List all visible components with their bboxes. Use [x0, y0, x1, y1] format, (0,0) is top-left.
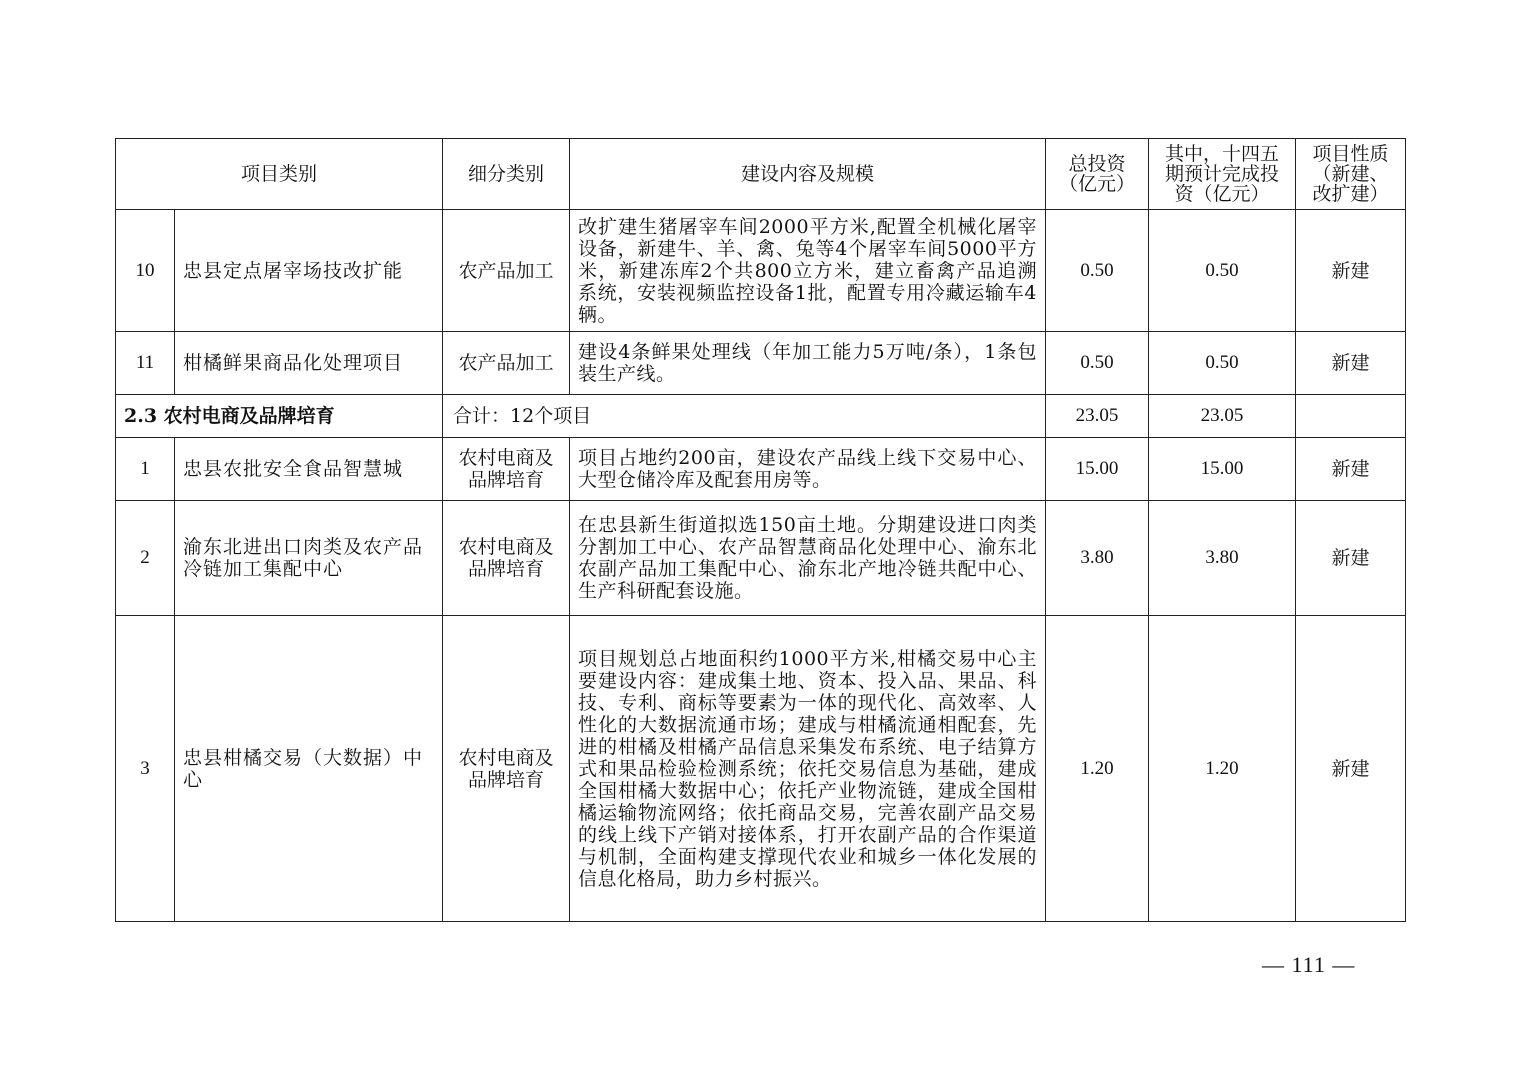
table-row: [116, 438, 1406, 501]
header-fyp-investment: 其中，十四五期预计完成投资（亿元）: [1149, 139, 1296, 210]
project-name: 忠县农批安全食品智慧城: [175, 438, 443, 501]
fyp-investment: 1.20: [1149, 616, 1296, 922]
table-row: [116, 501, 1406, 616]
project-name: 渝东北进出口肉类及农产品冷链加工集配中心: [175, 501, 443, 616]
header-nature: 项目性质（新建、改扩建）: [1296, 139, 1406, 210]
fyp-investment: 3.80: [1149, 501, 1296, 616]
project-content: 建设4条鲜果处理线（年加工能力5万吨/条），1条包装生产线。: [570, 332, 1046, 395]
fyp-investment: 0.50: [1149, 332, 1296, 395]
project-name: 柑橘鲜果商品化处理项目: [175, 332, 443, 395]
row-number: 3: [116, 616, 175, 922]
project-subcategory: 农产品加工: [443, 332, 570, 395]
header-row: [116, 139, 1406, 210]
project-name: 忠县定点屠宰场技改扩能: [175, 210, 443, 332]
total-investment: 3.80: [1046, 501, 1149, 616]
row-number: 10: [116, 210, 175, 332]
row-number: 1: [116, 438, 175, 501]
project-nature: 新建: [1296, 210, 1406, 332]
section-row: [116, 395, 1406, 438]
project-nature: 新建: [1296, 438, 1406, 501]
project-content: 在忠县新生街道拟选150亩土地。分期建设进口肉类分割加工中心、农产品智慧商品化处理中心、渝东北农副产品加工集配中心、渝东北产地冷链共配中心、生产科研配套设施。: [570, 501, 1046, 616]
section-total-investment: 23.05: [1046, 395, 1149, 438]
project-subcategory: 农村电商及品牌培育: [443, 616, 570, 922]
total-investment: 1.20: [1046, 616, 1149, 922]
section-summary: 合计：12个项目: [443, 395, 1046, 438]
project-subcategory: 农村电商及品牌培育: [443, 438, 570, 501]
row-number: 11: [116, 332, 175, 395]
header-content: 建设内容及规模: [570, 139, 1046, 210]
project-table: [115, 138, 1406, 922]
total-investment: 0.50: [1046, 332, 1149, 395]
page-number: — 111 —: [1262, 952, 1356, 977]
project-content: 项目占地约200亩，建设农产品线上线下交易中心、大型仓储冷库及配套用房等。: [570, 438, 1046, 501]
header-total-investment: 总投资（亿元）: [1046, 139, 1149, 210]
project-nature: 新建: [1296, 332, 1406, 395]
total-investment: 15.00: [1046, 438, 1149, 501]
header-subcategory: 细分类别: [443, 139, 570, 210]
project-content: 项目规划总占地面积约1000平方米,柑橘交易中心主要建设内容：建成集土地、资本、投入品、果品、科技、专利、商标等要素为一体的现代化、高效率、人性化的大数据流通市场；建成与柑橘流通相配套，先进的柑橘及柑橘产品信息采集发布系统、电子结算方式和果品检验检测系统；依托交易信息为基础，建成全国柑橘大数据中心；依托产业物流链，建成全国柑橘运输物流网络；依托商品交易，完善农副产品交易的线上线下产销对接体系，打开农副产品的合作渠道与机制，全面构建支撑现代农业和城乡一体化发展的信息化格局，助力乡村振兴。: [570, 616, 1046, 922]
fyp-investment: 15.00: [1149, 438, 1296, 501]
project-nature: 新建: [1296, 501, 1406, 616]
header-category: 项目类别: [116, 139, 443, 210]
project-name: 忠县柑橘交易（大数据）中心: [175, 616, 443, 922]
project-nature: 新建: [1296, 616, 1406, 922]
project-content: 改扩建生猪屠宰车间2000平方米,配置全机械化屠宰设备，新建牛、羊、禽、兔等4个屠宰车间5000平方米，新建冻库2个共800立方米，建立畜禽产品追溯系统，安装视频监控设备1批，配置专用冷藏运输车4辆。: [570, 210, 1046, 332]
project-subcategory: 农产品加工: [443, 210, 570, 332]
total-investment: 0.50: [1046, 210, 1149, 332]
project-subcategory: 农村电商及品牌培育: [443, 501, 570, 616]
table-row: [116, 210, 1406, 332]
section-fyp-investment: 23.05: [1149, 395, 1296, 438]
table-row: [116, 332, 1406, 395]
table-row: [116, 616, 1406, 922]
section-title: 2.3 农村电商及品牌培育: [116, 395, 443, 438]
row-number: 2: [116, 501, 175, 616]
fyp-investment: 0.50: [1149, 210, 1296, 332]
section-nature: [1296, 395, 1406, 438]
